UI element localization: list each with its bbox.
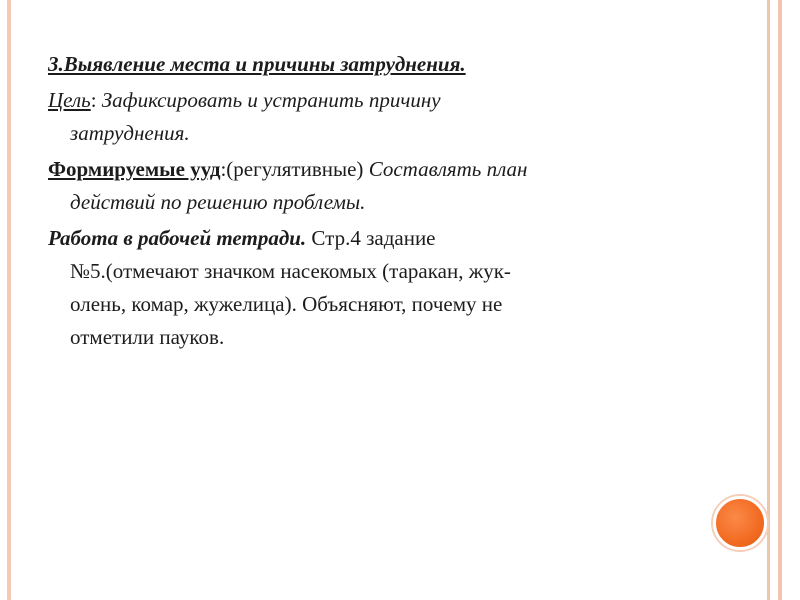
right-decorative-border-outer	[778, 0, 782, 600]
section-heading	[48, 48, 738, 81]
work-text-line3: олень, комар, жужелица). Объясняют, почему не	[70, 292, 503, 316]
goal-text-line1: Зафиксировать и устранить причину	[101, 88, 441, 112]
uud-text-line2: действий по решению проблемы.	[70, 190, 366, 214]
uud-text-line1: Составлять план	[368, 157, 528, 181]
uud-label: Формируемые ууд	[48, 157, 221, 181]
right-decorative-border-inner	[767, 0, 770, 600]
work-text-line1: Стр.4 задание	[306, 226, 436, 250]
uud-paragraph	[48, 153, 738, 219]
left-decorative-border	[7, 0, 11, 600]
slide-content	[48, 48, 738, 357]
uud-prefix: :(регулятивные)	[220, 157, 369, 181]
work-label-dot: .	[300, 226, 307, 250]
orange-circle-decoration	[713, 496, 767, 550]
work-text-line4: отметили пауков.	[70, 325, 225, 349]
goal-paragraph	[48, 84, 738, 150]
goal-separator: :	[90, 88, 102, 112]
work-text-line2: №5.(отмечают значком насекомых (таракан, жук-	[70, 259, 511, 283]
work-label: Работа в рабочей тетради	[48, 226, 301, 250]
heading-text: 3.Выявление места и причины затруднения.	[48, 52, 466, 76]
goal-label: Цель	[48, 88, 91, 112]
work-paragraph	[48, 222, 738, 354]
goal-text-line2: затруднения.	[70, 121, 190, 145]
